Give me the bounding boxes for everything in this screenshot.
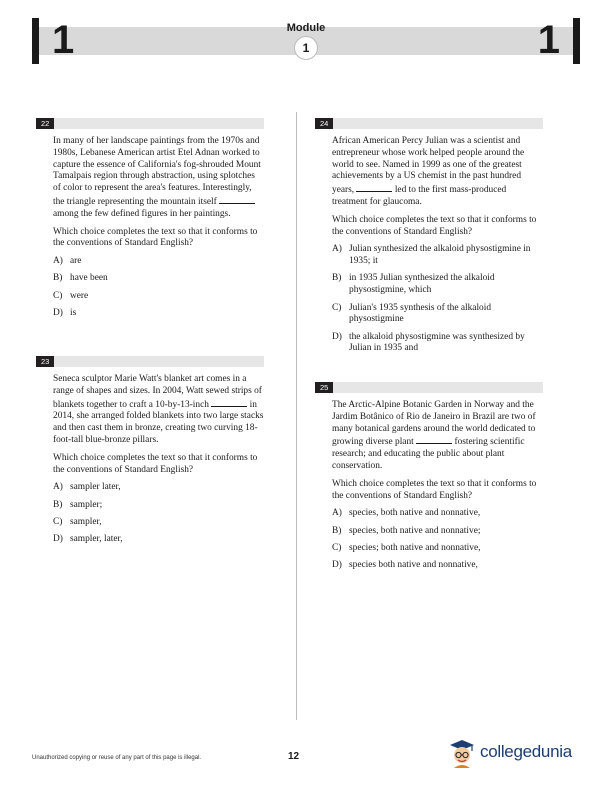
choice-a[interactable] (332, 508, 543, 520)
question-23 (36, 356, 264, 552)
choice-letter: C) (53, 516, 63, 527)
choice-letter: D) (332, 560, 342, 571)
answer-choices (53, 482, 264, 546)
page-header (32, 18, 580, 64)
choice-text: were (70, 290, 89, 301)
choice-a[interactable] (53, 256, 264, 268)
choice-text: species, both native and nonnative; (349, 525, 481, 536)
answer-choices (332, 508, 543, 572)
header-bar-left (32, 18, 39, 64)
choice-text: species, both native and nonnative, (349, 508, 481, 519)
choice-letter: C) (332, 302, 342, 313)
question-number: 23 (36, 356, 54, 367)
choice-text: species both native and nonnative, (349, 560, 478, 571)
choice-c[interactable] (53, 291, 264, 303)
choice-b[interactable] (53, 500, 264, 512)
choice-letter: A) (332, 244, 342, 255)
answer-blank (416, 435, 452, 444)
passage-text-before: African American Percy Julian was a scientist and entrepreneur whose work helped people around the world to see. Named in 1999 as one of the greatest achievements by a US chemist in the past hundred years, (332, 136, 525, 196)
question-number: 24 (315, 118, 333, 129)
choice-text: sampler; (70, 499, 103, 510)
choice-letter: C) (53, 290, 63, 301)
module-number-right: 1 (537, 18, 560, 62)
module-number-left: 1 (52, 18, 75, 62)
choice-text: the alkaloid physostigmine was synthesized by Julian in 1935 and (349, 331, 525, 354)
choice-letter: D) (53, 534, 63, 545)
answer-blank (211, 398, 247, 407)
choice-letter: B) (332, 273, 342, 284)
choice-text: sampler later, (70, 482, 121, 493)
choice-letter: A) (53, 256, 63, 267)
choice-text: Julian's 1935 synthesis of the alkaloid physostigmine (349, 302, 492, 325)
answer-blank (219, 195, 255, 204)
passage-text-before: In many of her landscape paintings from the 1970s and 1980s, Lebanese American artist Etel Adnan worked to capture the essence of California's fog-shrouded Mount Tamalpais region through abstraction, using splotches of color to represent the area's features. Interestingly, the triangle representing the mountain itself (53, 136, 261, 207)
choice-a[interactable] (53, 482, 264, 494)
choice-c[interactable] (53, 517, 264, 529)
choice-letter: C) (332, 542, 342, 553)
choice-letter: B) (332, 525, 342, 536)
question-number-bar (36, 118, 264, 129)
choice-d[interactable] (53, 308, 264, 320)
header-bar-right (573, 18, 580, 64)
choice-text: sampler, later, (70, 534, 123, 545)
passage-text-after: fostering scientific research; and educating the public about plant conservation. (332, 437, 525, 471)
question-number: 25 (315, 382, 333, 393)
passage-text-after: among the few defined figures in her paintings. (53, 208, 231, 219)
question-passage (332, 400, 543, 473)
choice-letter: A) (53, 482, 63, 493)
collegedunia-logo[interactable] (448, 738, 588, 768)
question-number: 22 (36, 118, 54, 129)
copyright-notice: Unauthorized copying or reuse of any part of this page is illegal. (32, 755, 202, 761)
passage-text-after: led to the first mass-produced treatment for glaucoma. (332, 185, 507, 207)
question-prompt: Which choice completes the text so that it conforms to the conventions of Standard English? (53, 226, 258, 249)
question-passage (53, 136, 264, 221)
question-22 (36, 118, 264, 325)
question-prompt: Which choice completes the text so that it conforms to the conventions of Standard English? (332, 214, 537, 237)
choice-d[interactable] (332, 560, 543, 572)
choice-letter: D) (332, 331, 342, 342)
choice-text: are (70, 256, 82, 267)
passage-text-before: The Arctic-Alpine Botanic Garden in Norway and the Jardim Botânico of Rio de Janeiro in Brazil are two of many botanical gardens around the world dedicated to growing diverse plant (332, 400, 536, 448)
question-passage (332, 136, 543, 209)
choice-c[interactable] (332, 303, 543, 327)
choice-d[interactable] (53, 534, 264, 546)
choice-letter: D) (53, 308, 63, 319)
question-number-bar (36, 356, 264, 367)
answer-choices (332, 244, 543, 355)
page-number: 12 (288, 751, 300, 762)
question-passage (53, 374, 264, 447)
choice-text: sampler, (70, 516, 102, 527)
answer-choices (53, 256, 264, 320)
question-number-bar (315, 382, 543, 393)
passage-text-before: Seneca sculptor Marie Watt's blanket art comes in a range of shapes and sizes. In 2004, Watt sewed strips of blankets together to craft a 10-by-13-inch (53, 374, 262, 410)
choice-text: is (70, 308, 77, 319)
answer-blank (356, 183, 392, 192)
column-divider (296, 112, 297, 720)
module-indicator (272, 22, 340, 60)
choice-letter: B) (53, 273, 63, 284)
module-number-badge: 1 (294, 36, 318, 60)
module-label: Module (286, 22, 326, 34)
choice-b[interactable] (332, 526, 543, 538)
question-number-bar (315, 118, 543, 129)
choice-letter: B) (53, 499, 63, 510)
passage-text-after: in 2014, she arranged folded blankets into two large stacks and then cast them in bronze, creating two curving 18-foot-tall blue-bronze pillars. (53, 399, 264, 445)
choice-b[interactable] (332, 273, 543, 297)
choice-c[interactable] (332, 543, 543, 555)
choice-text: in 1935 Julian synthesized the alkaloid physostigmine, which (349, 273, 495, 296)
question-24 (315, 118, 543, 361)
choice-text: have been (70, 273, 108, 284)
choice-text: Julian synthesized the alkaloid physostigmine in 1935; it (349, 244, 531, 267)
question-prompt: Which choice completes the text so that it conforms to the conventions of Standard English? (332, 478, 537, 501)
question-25 (315, 382, 543, 578)
logo-text: collegedunia (480, 742, 572, 761)
question-prompt: Which choice completes the text so that it conforms to the conventions of Standard English? (53, 452, 258, 475)
choice-b[interactable] (53, 273, 264, 285)
choice-a[interactable] (332, 244, 543, 268)
choice-letter: A) (332, 508, 342, 519)
choice-d[interactable] (332, 332, 543, 356)
graduate-mascot-icon (448, 738, 476, 768)
choice-text: species; both native and nonnative, (349, 542, 481, 553)
